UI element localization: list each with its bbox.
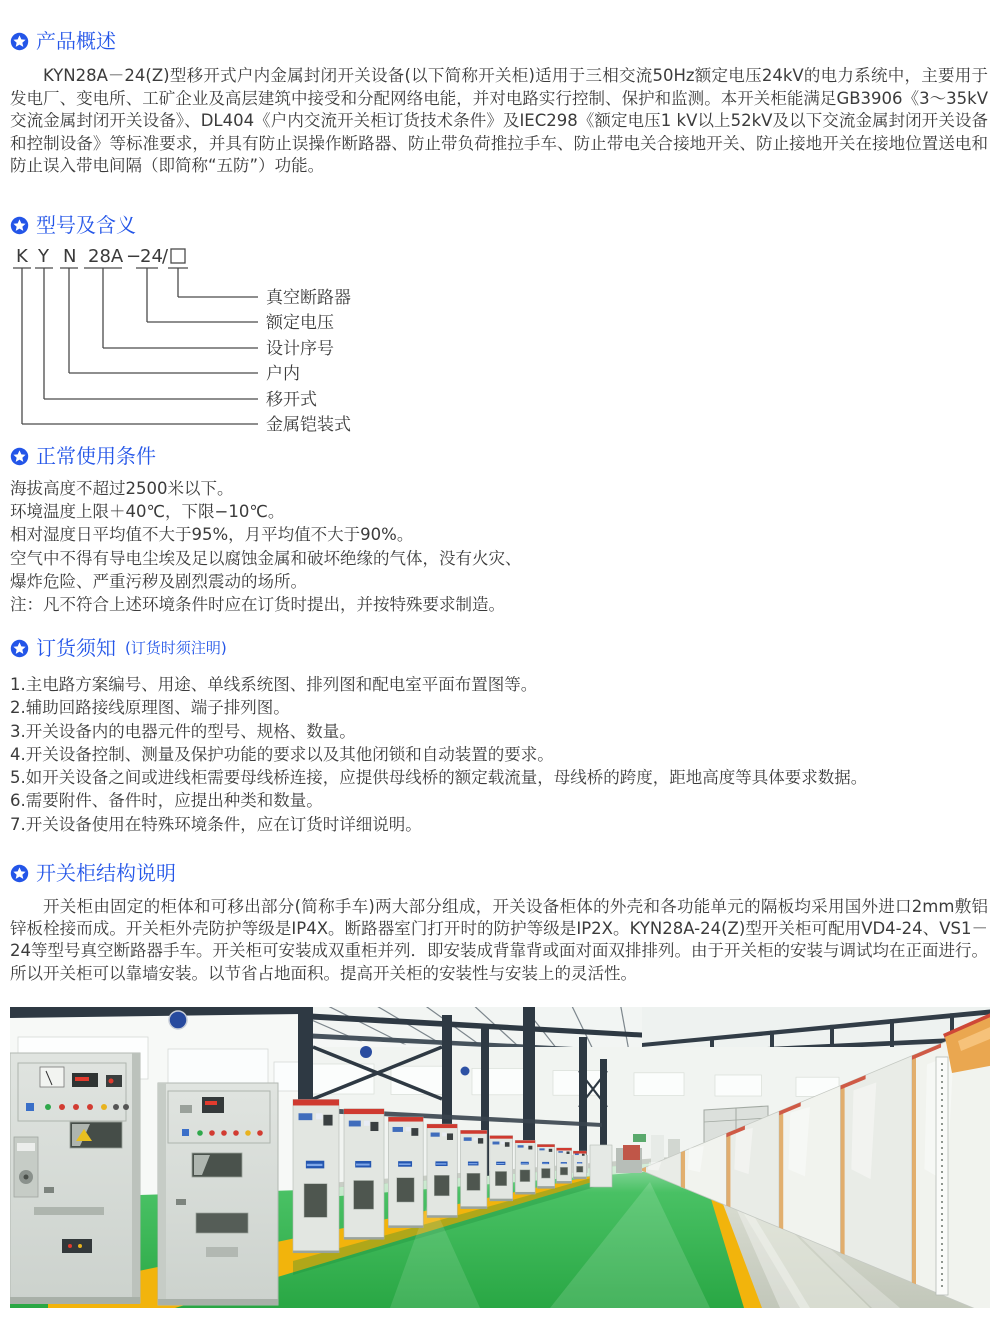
section-overview: [10, 28, 988, 178]
ordering-item: 7.开关设备使用在特殊环境条件，应在订货时详细说明。: [10, 814, 422, 834]
section-structure: [10, 860, 988, 985]
section-conditions: [10, 443, 988, 616]
model-part: N: [63, 246, 77, 267]
condition-line: 注：凡不符合上述环境条件时应在订货时提出，并按特殊要求制造。: [10, 595, 505, 615]
section-subtitle: (订货时须注明): [125, 639, 227, 657]
section-conditions-heading: [10, 443, 988, 469]
condition-line: 环境温度上限＋40℃，下限−10℃。: [10, 502, 285, 522]
model-part: −: [126, 246, 142, 267]
star-circle-icon: [10, 447, 29, 466]
overview-paragraph: KYN28A－24(Z)型移开式户内金属封闭开关设备(以下简称开关柜)适用于三相交流50Hz额定电压24kV的电力系统中，主要用于发电厂、变电所、工矿企业及高层建筑中接受和分配网络电能，并对电路实行控制、保护和监测。本开关柜能满足GB3906《3～35kV交流金属封闭开关设备》、DL404《户内交流开关柜订货技术条件》及IEC298《额定电压1 kV以上52kV及以下交流金属封闭开关设备和控制设备》等标准要求，并具有防止误操作断路器、防止带负荷推拉手车、防止带电关合接地开关、防止接地开关在接地位置送电和防止误入带电间隔（即简称“五防”）功能。: [10, 66, 988, 175]
ordering-item: 6.需要附件、备件时，应提出种类和数量。: [10, 791, 323, 811]
condition-line: 相对湿度日平均值不大于95%，月平均值不大于90%。: [10, 525, 414, 545]
ordering-item: 4.开关设备控制、测量及保护功能的要求以及其他闭锁和自动装置的要求。: [10, 744, 554, 764]
star-circle-icon: [10, 32, 29, 51]
model-label: 真空断路器: [266, 288, 351, 308]
model-underlines: [13, 268, 258, 424]
model-placeholder-box: [171, 249, 185, 263]
section-structure-heading: [10, 860, 988, 886]
model-part: 28A: [88, 246, 124, 267]
model-label: 户内: [266, 364, 300, 384]
section-ordering: [10, 635, 988, 836]
model-part: Y: [38, 246, 49, 267]
switchgear-cabinet-a: [10, 1053, 140, 1304]
perforated-angle-bar: [936, 1057, 948, 1295]
condition-line: 海拔高度不超过2500米以下。: [10, 479, 234, 498]
model-part: 24: [140, 246, 163, 267]
section-model: [10, 212, 988, 444]
section-model-heading: [10, 212, 988, 238]
conditions-list: [10, 477, 988, 616]
model-designation-diagram: [10, 244, 470, 440]
star-circle-icon: [10, 639, 29, 658]
ordering-item: 1.主电路方案编号、用途、单线系统图、排列图和配电室平面布置图等。: [10, 675, 538, 694]
model-part: K: [16, 246, 28, 267]
section-title: 订货须知: [36, 636, 116, 660]
section-title: 型号及含义: [36, 213, 136, 237]
section-overview-heading: [10, 28, 988, 54]
ordering-list: [10, 673, 988, 836]
model-label: 金属铠装式: [266, 415, 351, 435]
star-circle-icon: [10, 216, 29, 235]
condition-line: 空气中不得有导电尘埃及足以腐蚀金属和破坏绝缘的气体，没有火灾、: [10, 548, 522, 568]
ordering-item: 5.如开关设备之间或进线柜需要母线桥连接，应提供母线桥的额定载流量，母线桥的跨度，距地高度等具体要求数据。: [10, 768, 868, 788]
section-title: 开关柜结构说明: [36, 861, 176, 885]
model-label: 额定电压: [266, 313, 334, 333]
condition-line: 爆炸危险、严重污秽及剧烈震动的场所。: [10, 571, 307, 591]
section-title: 正常使用条件: [36, 444, 156, 468]
section-ordering-heading: [10, 635, 988, 661]
switchgear-cabinet-b: [158, 1083, 278, 1305]
factory-scene: [10, 1007, 990, 1308]
section-title: 产品概述: [36, 29, 116, 53]
structure-paragraph: 开关柜由固定的柜体和可移出部分(简称手车)两大部分组成，开关设备柜体的外壳和各功能单元的隔板均采用国外进口2mm敷铝锌板栓接而成。开关柜外壳防护等级是IP4X。断路器室门打开时的防护等级是IP2X。KYN28A-24(Z)型开关柜可配用VD4-24、VS1－24等型号真空断路器手车。开关柜可安装成双重柜并列．即安装成背靠背或面对面双排排列。由于开关柜的安装与调试均在正面进行。所以开关柜可以靠墙安装。以节省占地面积。提高开关柜的安装性与安装上的灵活性。: [10, 897, 988, 983]
ordering-item: 3.开关设备内的电器元件的型号、规格、数量。: [10, 721, 356, 741]
model-label: 移开式: [266, 390, 317, 410]
model-part: /: [162, 246, 169, 267]
ordering-item: 2.辅助回路接线原理图、端子排列图。: [10, 698, 290, 718]
star-circle-icon: [10, 864, 29, 883]
model-label: 设计序号: [266, 339, 334, 359]
factory-floor-photo: [10, 1007, 990, 1308]
